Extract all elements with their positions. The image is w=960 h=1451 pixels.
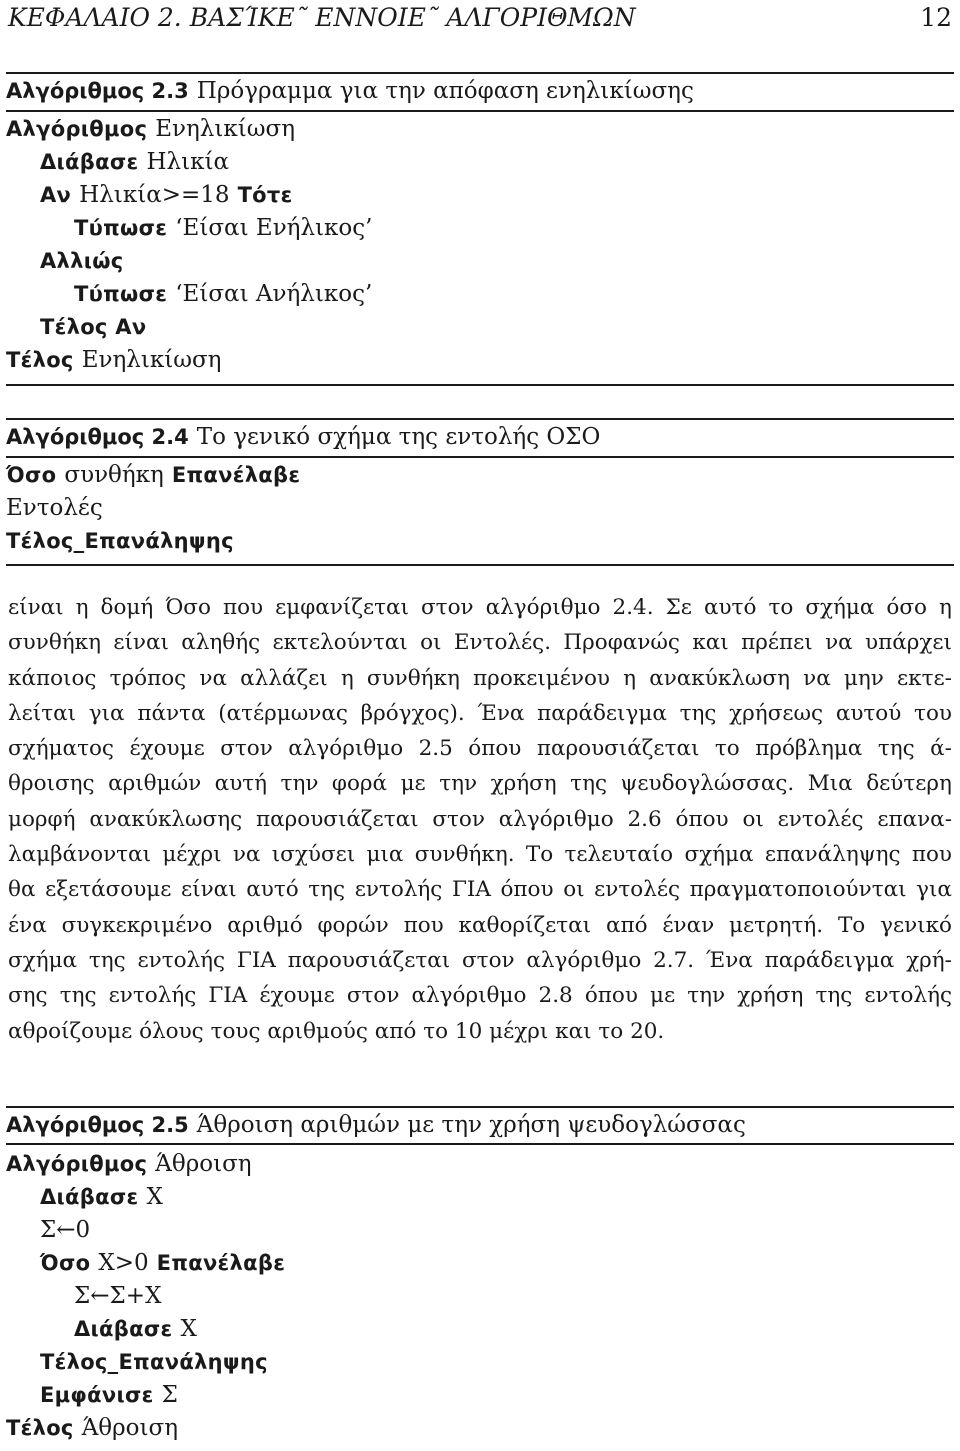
chapter-title: ΚΕΦΑΛΑΙΟ 2. ΒΑΣΊΚΕ˜ ΕΝΝΟΙΕ˜ ΑΛΓΟΡΙΘΜΩΝ [8,2,636,32]
paragraph-word: τελευταίο [564,842,674,868]
paragraph-word: επανα- [877,806,952,832]
paragraph-word: ένα [8,912,47,938]
code-text: X [146,1184,163,1210]
paragraph-word: μετρητή. [729,912,824,938]
paragraph-word: το [768,595,794,620]
paragraph-word: αυτό [703,595,757,620]
body-paragraph [8,590,952,1049]
code-text: Σ←Σ+X [74,1283,162,1309]
code-line [6,525,954,558]
algorithm-bottom-rule [6,384,954,386]
paragraph-word: χρήση [490,771,557,797]
paragraph-word: φορών [317,912,389,938]
code-line [6,146,954,179]
code-line [6,344,954,377]
paragraph-word: Ένα [705,947,753,973]
paragraph-word: ψευδογλώσσας. [620,771,795,797]
paragraph-word: λαμβάνονται [8,842,151,868]
code-line [6,278,954,311]
paragraph-line [8,661,952,696]
paragraph-word: παρουσιάζεται [536,736,700,762]
paragraph-word: Ένα [477,700,525,726]
code-line [6,245,954,278]
keyword: Τέλος_Επανάληψης [40,1350,268,1374]
paragraph-word: υπάρχει [865,630,952,656]
paragraph-word: αριθμών [108,771,202,797]
page-number: 12 [920,2,952,32]
algorithm-top-rule [6,418,954,420]
code-text: Ηλικία>=18 [79,182,230,208]
code-line [6,1181,954,1214]
paragraph-word: η [939,595,952,620]
paragraph-word: αυτή [214,771,268,797]
paragraph-word: δεύτερη [866,771,952,797]
paragraph-word: είναι [113,630,169,656]
paragraph-word: Όσο [165,595,211,620]
paragraph-word: Το [837,912,866,938]
paragraph-word: Το [525,842,554,868]
paragraph-word: τρόπος [109,665,187,691]
paragraph-word: ισχύσει [271,842,356,868]
paragraph-word: συγκεκριμένο [61,912,213,938]
paragraph-word: 2.7. [653,947,695,973]
paragraph-word: 10 [454,1018,490,1044]
paragraph-word: σχήμα [8,947,78,973]
paragraph-word: 20. [630,1018,665,1044]
paragraph-word: καθορίζεται [458,912,592,938]
paragraph-word: αθροίζουμε [8,1018,140,1044]
paragraph-word: ά- [930,736,952,762]
paragraph-word: εμφανίζεται [275,595,409,620]
algorithm-2-4-body [6,459,954,558]
paragraph-word: συνθήκη. [414,842,515,868]
paragraph-word: αυτού [835,700,902,726]
paragraph-word: στον [462,947,515,973]
paragraph-word: έχουμε [259,983,335,1009]
paragraph-word: ΓΙΑ [451,877,491,903]
paragraph-word: έχουμε [129,736,205,762]
keyword: Τότε [237,183,293,207]
paragraph-word: η [623,665,637,691]
running-header [8,0,952,34]
paragraph-word: αριθμό [227,912,303,938]
paragraph-word: την [439,771,478,797]
paragraph-word: χρήση [737,983,804,1009]
paragraph-word: αλγόριθμο [498,806,614,832]
paragraph-word: ανακύκλωσης [89,806,243,832]
paragraph-word: αλγόριθμο [288,736,404,762]
paragraph-word: από [605,912,648,938]
algorithm-caption-text: Το γενικό σχήμα της εντολής ΟΣΟ [196,424,601,450]
paragraph-word: 2.8 [538,983,573,1009]
algorithm-top-rule [6,72,954,74]
algorithm-2-5-caption [6,1109,954,1142]
paragraph-word: συνθήκη [8,630,101,656]
keyword: Τέλος Αν [40,315,147,339]
paragraph-word: παράδειγμα [537,700,667,726]
paragraph-word: συνθήκη [366,665,460,691]
paragraph-word: μορφή [8,806,76,832]
algorithm-top-rule [6,1106,954,1108]
keyword: Όσο [6,463,57,487]
code-line [6,1412,954,1445]
paragraph-word: του [914,700,952,726]
paragraph-word: σης [8,983,48,1009]
paragraph-word: το [598,1018,631,1044]
code-text: Σ [161,1382,178,1408]
paragraph-word: αλλάζει [240,665,328,691]
keyword: Αλλιώς [40,249,124,273]
paragraph-word: στον [346,983,400,1009]
paragraph-word: όλους [139,1018,211,1044]
paragraph-word: πρέπει [741,630,813,656]
paragraph-word: οι [742,806,764,832]
keyword: Διάβασε [74,1317,173,1341]
keyword: Αν [40,183,72,207]
paragraph-word: θα [8,877,36,903]
paragraph-word: με [650,983,676,1009]
paragraph-word: αλγόριθμο [411,983,527,1009]
algorithm-2-4-caption [6,421,954,454]
paragraph-word: όπου [584,983,638,1009]
paragraph-word: την [687,983,726,1009]
paragraph-word: σχήματος [8,736,114,762]
paragraph-word: 2.6 [627,806,662,832]
code-line [6,113,954,146]
code-line [6,1346,954,1379]
paragraph-word: το [423,1018,455,1044]
paragraph-word: να [803,665,831,691]
paragraph-word: της [815,983,853,1009]
paragraph-line [8,978,952,1013]
keyword: Τέλος [6,348,74,372]
paragraph-word: αριθμούς [267,1018,375,1044]
paragraph-word: τους [210,1018,268,1044]
paragraph-word: χρήσεως [729,700,824,726]
paragraph-word: η [75,595,89,620]
code-text: Άθροιση [155,1151,252,1177]
paragraph-word: με [400,771,426,797]
paragraph-word: όπου [468,736,522,762]
paragraph-word: από [374,1018,424,1044]
paragraph-word: να [825,630,853,656]
code-line [6,492,954,525]
code-line [6,1148,954,1181]
paragraph-line [8,1014,952,1049]
code-line [6,1247,954,1280]
algorithm-caption-text: Πρόγραμμα για την απόφαση ενηλικίωσης [196,78,694,104]
paragraph-word: όπου [500,877,554,903]
paragraph-word: έναν [662,912,715,938]
paragraph-word: εντολής [108,983,197,1009]
code-text: Ηλικία [146,149,230,175]
keyword: Επανέλαβε [171,463,301,487]
code-line [6,311,954,344]
paragraph-word: 2.5 [418,736,453,762]
paragraph-word: της [308,877,346,903]
keyword: Διάβασε [40,1185,139,1209]
paragraph-word: όσο [886,595,927,620]
paragraph-word: είναι [181,877,237,903]
paragraph-word: μέχρι [162,842,222,868]
code-text: Σ←0 [40,1217,91,1243]
paragraph-word: εντολής [354,877,443,903]
keyword: Αλγόριθμος [6,1152,148,1176]
paragraph-word: της [59,983,97,1009]
code-line [6,1379,954,1412]
paragraph-word: οι [563,877,585,903]
paragraph-word: που [403,912,444,938]
paragraph-word: αληθής [181,630,261,656]
keyword: Τύπωσε [74,216,168,240]
keyword: Εμφάνισε [40,1383,154,1407]
paragraph-word: αλγόριθμο [485,595,601,620]
paragraph-word: λείται [8,700,77,726]
code-text: X>0 [98,1250,149,1276]
paragraph-word: ανακύκλωση [649,665,790,691]
algorithm-2-3-caption [6,75,954,108]
paragraph-line [8,943,952,978]
paragraph-word: Σε [665,595,692,620]
paragraph-word: (ατέρμωνας [218,700,348,726]
paragraph-word: δομή [100,595,154,620]
paragraph-word: γενικό [880,912,952,938]
paragraph-line [8,837,952,872]
code-line [6,212,954,245]
paragraph-word: εξετάσουμε [45,877,172,903]
code-line [6,179,954,212]
code-text: ‘Είσαι Ανήλικος’ [175,281,373,307]
keyword: Αλγόριθμος [6,117,148,141]
paragraph-line [8,731,952,766]
keyword: Όσο [40,1251,91,1275]
paragraph-word: της [570,771,607,797]
algorithm-bottom-rule [6,564,954,566]
paragraph-word: στον [421,595,474,620]
paragraph-word: σχήμα [805,595,875,620]
paragraph-word: ΓΙΑ [208,983,248,1009]
paragraph-word: σχήμα [684,842,754,868]
paragraph-line [8,590,952,625]
paragraph-line [8,908,952,943]
algorithm-caption-label: Αλγόριθμος 2.3 [6,79,189,103]
paragraph-word: που [222,595,264,620]
paragraph-word: να [232,842,261,868]
code-text: ‘Είσαι Ενήλικος’ [175,215,373,241]
paragraph-word: της [877,736,915,762]
paragraph-word: πάντα [137,700,206,726]
code-text: Άθροιση [81,1415,179,1441]
paragraph-word: η [340,665,354,691]
paragraph-word: εντολής [137,947,226,973]
keyword: Τέλος_Επανάληψης [6,529,234,553]
keyword: Διάβασε [40,150,139,174]
code-text: Ενηλικίωση [81,347,222,373]
algorithm-caption-rule [6,456,954,458]
paragraph-word: παρουσιάζεται [287,947,451,973]
paragraph-line [8,802,952,837]
algorithm-2-3-body [6,113,954,377]
paragraph-word: και [692,630,729,656]
paragraph-word: πραγματοποιούνται [689,877,907,903]
paragraph-word: αλγόριθμο [526,947,642,973]
paragraph-word: παρουσιάζεται [255,806,419,832]
paragraph-word: θροισης [8,771,95,797]
paragraph-word: Προφανώς [563,630,680,656]
paragraph-word: είναι [8,595,64,620]
keyword: Επανέλαβε [156,1251,286,1275]
paragraph-word: εντολές [594,877,681,903]
paragraph-word: φορά [331,771,388,797]
paragraph-word: προκειμένου [473,665,610,691]
paragraph-word: ΓΙΑ [236,947,276,973]
algorithm-caption-rule [6,1143,954,1145]
paragraph-word: για [88,700,125,726]
paragraph-word: εντολής [864,983,952,1009]
paragraph-word: το [714,736,740,762]
code-line [6,459,954,492]
paragraph-word: στον [432,806,485,832]
paragraph-word: Εντολές. [453,630,552,656]
paragraph-word: στον [220,736,273,762]
paragraph-line [8,766,952,801]
paragraph-word: εκτε- [897,665,952,691]
code-text: συνθήκη [64,462,164,488]
paragraph-word: οι [420,630,442,656]
algorithm-caption-rule [6,110,954,112]
paragraph-word: χρή- [906,947,952,973]
code-line [6,1280,954,1313]
paragraph-word: μια [366,842,404,868]
paragraph-word: Μια [807,771,853,797]
paragraph-word: εντολές [777,806,864,832]
paragraph-word: αυτό [246,877,299,903]
code-line [6,1313,954,1346]
algorithm-caption-label: Αλγόριθμος 2.5 [6,1113,189,1137]
paragraph-word: κάποιος [8,665,97,691]
paragraph-word: την [280,771,319,797]
paragraph-word: πρόβλημα [755,736,863,762]
paragraph-line [8,696,952,731]
paragraph-line [8,872,952,907]
paragraph-word: βρόγχος). [360,700,465,726]
algorithm-caption-text: Άθροιση αριθμών με την χρήση ψευδογλώσσας [196,1112,746,1138]
code-text: Εντολές [6,495,103,521]
code-text: X [180,1316,197,1342]
paragraph-word: και [555,1018,599,1044]
code-line [6,1214,954,1247]
keyword: Τύπωσε [74,282,168,306]
keyword: Τέλος [6,1416,74,1440]
paragraph-line [8,625,952,660]
paragraph-word: 2.4. [612,595,654,620]
paragraph-word: της [679,700,717,726]
paragraph-word: όπου [675,806,729,832]
paragraph-word: να [199,665,227,691]
paragraph-word: επανάληψης [764,842,901,868]
paragraph-word: παράδειγμα [764,947,895,973]
paragraph-word: εκτελούνται [272,630,408,656]
paragraph-word: μέχρι [489,1018,556,1044]
paragraph-word: μην [843,665,884,691]
algorithm-caption-label: Αλγόριθμος 2.4 [6,425,189,449]
paragraph-word: της [88,947,126,973]
code-text: Ενηλικίωση [155,116,296,142]
paragraph-word: που [911,842,952,868]
paragraph-word: για [916,877,952,903]
algorithm-2-5-body [6,1148,954,1445]
